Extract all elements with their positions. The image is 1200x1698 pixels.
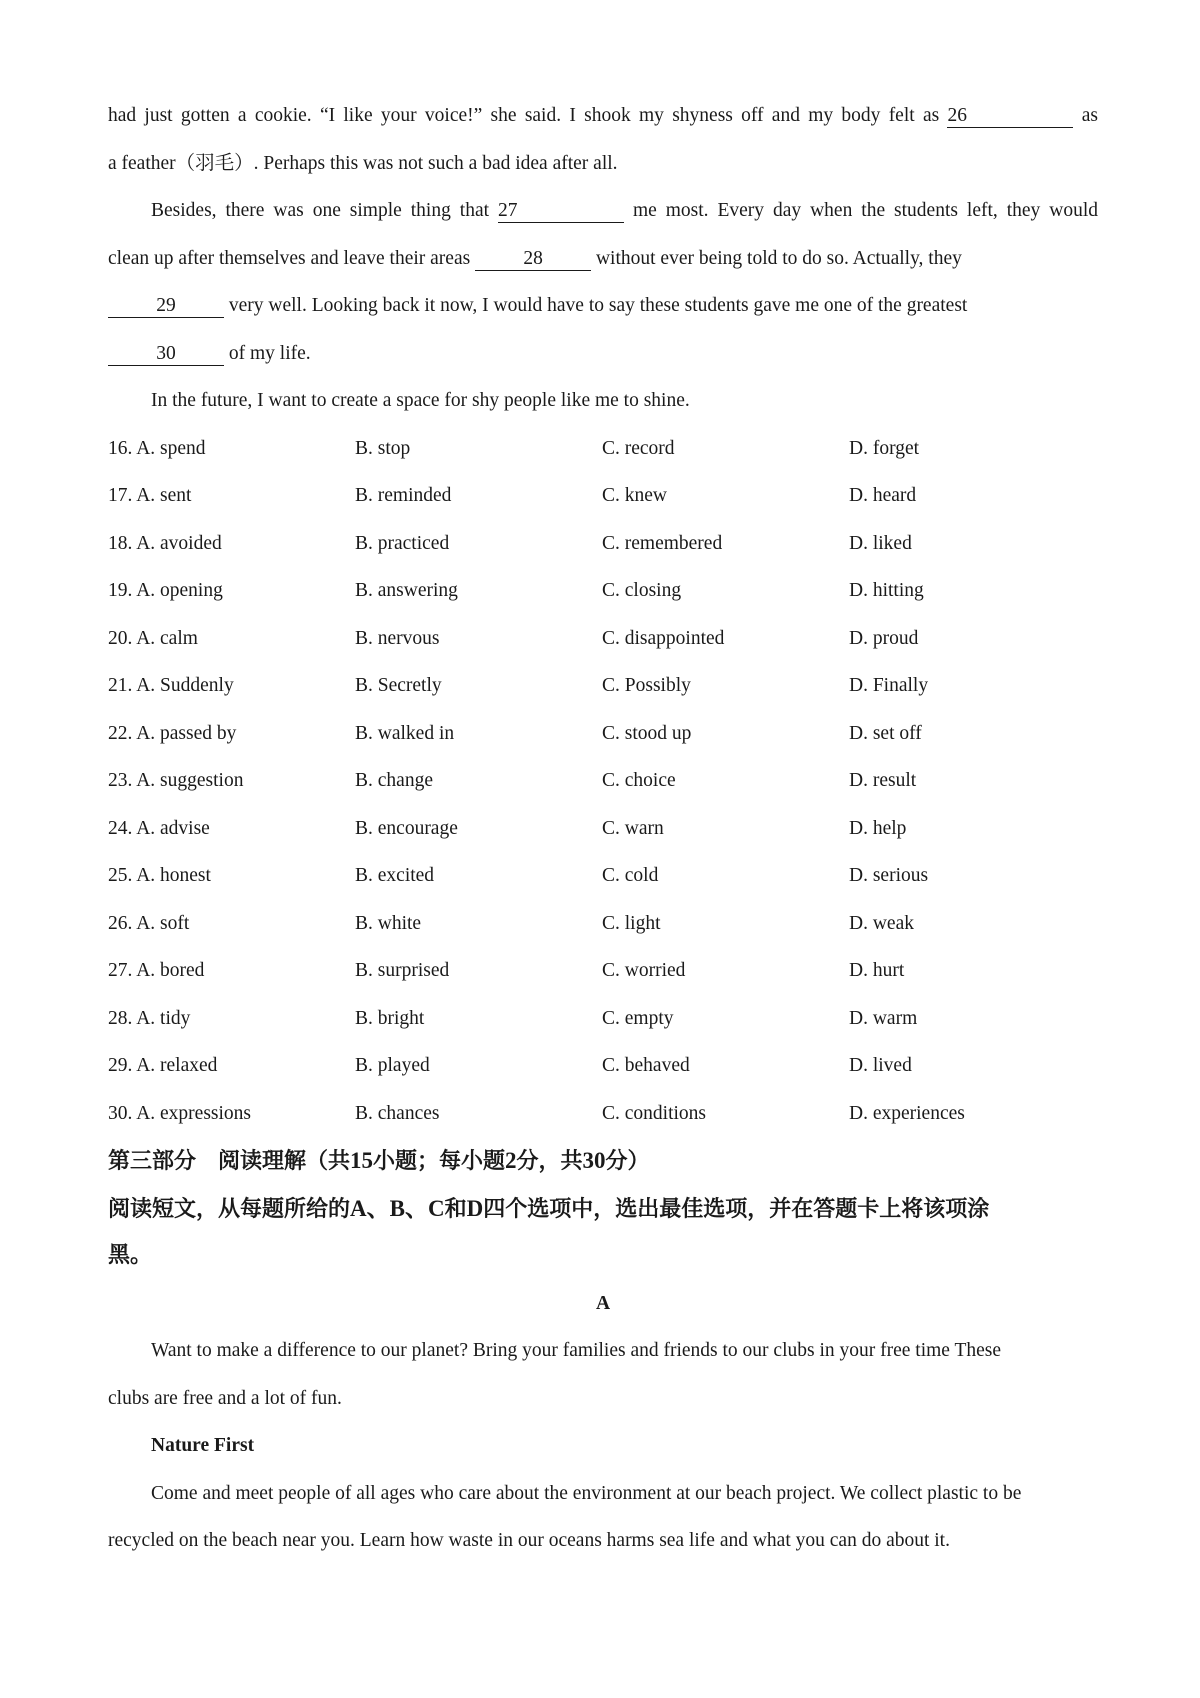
option-d: D. liked	[849, 532, 912, 554]
section-title-number: 30	[582, 1148, 606, 1173]
option-row	[108, 1090, 1098, 1138]
question-number: 19.	[108, 580, 133, 601]
question-number: 22.	[108, 722, 133, 744]
option-d: D. proud	[849, 627, 919, 649]
option-cell	[108, 1042, 355, 1090]
option-c: C. warn	[602, 817, 664, 839]
option-cell	[108, 472, 355, 520]
option-c: C. behaved	[602, 1055, 690, 1076]
option-cell	[602, 852, 849, 900]
option-cell	[849, 662, 1096, 710]
section-title-number: 15	[350, 1148, 374, 1173]
option-cell	[849, 947, 1096, 995]
option-cell	[108, 520, 355, 568]
option-cell	[602, 710, 849, 758]
option-row	[108, 425, 1098, 473]
option-cell	[849, 995, 1096, 1043]
option-a: A. spend	[136, 437, 206, 459]
option-d: D. result	[849, 770, 917, 791]
option-c: C. Possibly	[602, 675, 691, 696]
club-text-1: Come and meet people of all ages who care about the environment at our beach project. We collect plastic to be	[151, 1482, 1022, 1504]
option-row	[108, 520, 1098, 568]
option-cell	[108, 710, 355, 758]
option-d: D. warm	[849, 1007, 918, 1029]
option-cell	[602, 615, 849, 663]
option-d: D. hurt	[849, 960, 905, 981]
exam-page	[108, 92, 1098, 1565]
option-cell	[355, 1042, 602, 1090]
option-cell	[849, 520, 1096, 568]
option-a: A. relaxed	[136, 1055, 218, 1076]
question-number: 29.	[108, 1055, 133, 1076]
option-c: C. light	[602, 912, 661, 934]
option-a: A. Suddenly	[136, 675, 234, 696]
option-d: D. Finally	[849, 675, 929, 696]
option-cell	[355, 805, 602, 853]
option-a: A. avoided	[136, 532, 222, 554]
option-b: B. practiced	[355, 532, 450, 554]
reading-a-heading: A	[595, 1292, 611, 1314]
question-number: 21.	[108, 675, 133, 696]
question-number: 20.	[108, 627, 133, 649]
option-cell	[108, 995, 355, 1043]
section-title-number: 2	[505, 1148, 517, 1173]
instruction-text: 四个选项中，选出最佳选项，并在答题卡上将该项涂	[483, 1196, 990, 1222]
question-number: 26.	[108, 912, 133, 934]
option-cell	[849, 472, 1096, 520]
option-c: C. choice	[602, 770, 676, 791]
option-cell	[355, 472, 602, 520]
option-cell	[602, 757, 849, 805]
option-b: B. bright	[355, 1007, 425, 1029]
option-cell	[849, 567, 1096, 615]
option-cell	[602, 805, 849, 853]
option-cell	[849, 1042, 1096, 1090]
option-b: B. chances	[355, 1102, 440, 1124]
option-cell	[602, 1042, 849, 1090]
option-cell	[849, 425, 1096, 473]
passage-line-2: a feather（羽毛）. Perhaps this was not such a bad idea after all.	[108, 152, 618, 174]
option-cell	[602, 472, 849, 520]
option-row	[108, 567, 1098, 615]
blank-29: 29	[108, 295, 224, 318]
option-cell	[355, 662, 602, 710]
option-row	[108, 615, 1098, 663]
option-d: D. hitting	[849, 580, 924, 601]
option-cell	[108, 805, 355, 853]
option-cell	[849, 710, 1096, 758]
question-number: 17.	[108, 485, 133, 506]
option-cell	[108, 852, 355, 900]
option-b: B. Secretly	[355, 675, 442, 696]
option-row	[108, 947, 1098, 995]
option-cell	[108, 947, 355, 995]
option-cell	[355, 1090, 602, 1138]
question-number: 24.	[108, 817, 133, 839]
reading-a-intro-1: Want to make a difference to our planet? Bring your families and friends to our clubs in your free time These	[151, 1340, 1002, 1361]
blank-26: 26	[947, 105, 1073, 128]
option-b: B. nervous	[355, 627, 440, 649]
option-cell	[849, 615, 1096, 663]
option-b: B. surprised	[355, 960, 450, 981]
passage-line-4	[108, 235, 1098, 283]
option-cell	[849, 757, 1096, 805]
blank-27: 27	[498, 200, 624, 223]
option-cell	[602, 947, 849, 995]
option-c: C. empty	[602, 1007, 674, 1029]
option-cell	[355, 425, 602, 473]
option-cell	[108, 1090, 355, 1138]
option-c: C. record	[602, 437, 675, 459]
option-c: C. stood up	[602, 722, 692, 744]
option-row	[108, 662, 1098, 710]
passage-text: without ever being told to do so. Actually, they	[595, 247, 962, 269]
section-3-title	[108, 1137, 1098, 1185]
passage-line-6	[108, 330, 1098, 378]
passage-text: of my life.	[228, 342, 311, 364]
option-b: B. played	[355, 1055, 430, 1076]
passage-text: me most. Every day when the students left, they would	[632, 200, 1099, 221]
club-title: Nature First	[151, 1435, 255, 1456]
passage-line-3	[108, 187, 1098, 235]
passage-line-5	[108, 282, 1098, 330]
option-b: B. stop	[355, 437, 411, 459]
section-title-text: 分）	[605, 1149, 650, 1174]
question-number: 27.	[108, 960, 133, 981]
option-cell	[355, 995, 602, 1043]
option-a: A. tidy	[136, 1007, 191, 1029]
option-cell	[602, 1090, 849, 1138]
option-cell	[355, 567, 602, 615]
club-text-2: recycled on the beach near you. Learn how waste in our oceans harms sea life and what you can do about it.	[108, 1530, 950, 1551]
option-a: A. opening	[136, 580, 223, 601]
option-row	[108, 995, 1098, 1043]
section-title-text: 第三部分 阅读理解（共	[108, 1149, 351, 1174]
option-cell	[602, 520, 849, 568]
option-a: A. calm	[136, 627, 198, 649]
option-a: A. advise	[136, 817, 210, 839]
instruction-text: 和	[444, 1196, 467, 1222]
option-cell	[108, 900, 355, 948]
option-b: B. white	[355, 912, 422, 934]
option-cell	[355, 615, 602, 663]
option-cell	[355, 710, 602, 758]
option-a: A. expressions	[136, 1102, 252, 1124]
option-row	[108, 472, 1098, 520]
passage-text: as	[1081, 105, 1099, 126]
option-cell	[602, 900, 849, 948]
question-number: 16.	[108, 437, 133, 459]
option-cell	[355, 757, 602, 805]
option-b: B. reminded	[355, 485, 452, 506]
option-a: A. soft	[136, 912, 190, 934]
option-cell	[355, 852, 602, 900]
option-c: C. worried	[602, 960, 686, 981]
section-title-text: 小题；每小题	[373, 1149, 506, 1174]
option-a: A. suggestion	[136, 770, 244, 791]
option-d: D. set off	[849, 722, 922, 744]
option-row	[108, 1042, 1098, 1090]
option-row	[108, 900, 1098, 948]
section-3-instruction	[108, 1185, 1098, 1233]
passage-text: clean up after themselves and leave their areas	[108, 247, 471, 269]
option-d: D. heard	[849, 485, 917, 506]
question-number: 23.	[108, 770, 133, 791]
option-cell	[108, 567, 355, 615]
option-cell	[602, 662, 849, 710]
option-cell	[849, 900, 1096, 948]
option-row	[108, 852, 1098, 900]
option-b: B. walked in	[355, 722, 455, 744]
option-cell	[108, 662, 355, 710]
option-d: D. serious	[849, 865, 929, 886]
option-d: D. lived	[849, 1055, 912, 1076]
option-cell	[849, 805, 1096, 853]
option-row	[108, 757, 1098, 805]
option-a: A. sent	[136, 485, 192, 506]
passage-text: Besides, there was one simple thing that	[151, 200, 490, 221]
option-c: C. knew	[602, 485, 667, 506]
passage-text: very well. Looking back it now, I would have to say these students gave me one of the greatest	[228, 295, 968, 316]
option-a: A. bored	[136, 960, 205, 981]
option-c: C. closing	[602, 580, 682, 601]
option-c: C. remembered	[602, 532, 723, 554]
option-row	[108, 805, 1098, 853]
option-b: B. change	[355, 770, 433, 791]
option-a: A. honest	[136, 865, 211, 886]
question-number: 30.	[108, 1102, 133, 1124]
option-b: B. encourage	[355, 817, 458, 839]
question-number: 18.	[108, 532, 133, 554]
instruction-letters: A、B、C	[350, 1195, 445, 1221]
option-cell	[108, 757, 355, 805]
option-d: D. help	[849, 817, 907, 839]
option-c: C. disappointed	[602, 627, 725, 649]
section-3-instruction-end: 黑。	[108, 1243, 153, 1268]
question-number: 25.	[108, 865, 133, 886]
option-cell	[849, 852, 1096, 900]
option-d: D. weak	[849, 912, 914, 934]
option-cell	[602, 425, 849, 473]
options-list	[108, 425, 1098, 1138]
option-b: B. answering	[355, 580, 458, 601]
option-row	[108, 710, 1098, 758]
blank-28: 28	[475, 248, 591, 271]
option-cell	[108, 615, 355, 663]
section-title-text: 分，共	[516, 1149, 583, 1174]
blank-30: 30	[108, 343, 224, 366]
passage-line-7: In the future, I want to create a space for shy people like me to shine.	[151, 390, 690, 411]
option-cell	[602, 995, 849, 1043]
option-b: B. excited	[355, 865, 435, 886]
option-cell	[602, 567, 849, 615]
reading-a-intro-2: clubs are free and a lot of fun.	[108, 1387, 342, 1409]
option-a: A. passed by	[136, 722, 237, 744]
option-cell	[108, 425, 355, 473]
instruction-text: 阅读短文，从每题所给的	[108, 1196, 351, 1222]
option-cell	[355, 900, 602, 948]
option-c: C. cold	[602, 865, 659, 886]
question-number: 28.	[108, 1007, 133, 1029]
option-d: D. forget	[849, 437, 920, 459]
instruction-letters: D	[466, 1195, 484, 1221]
option-c: C. conditions	[602, 1102, 707, 1124]
passage-text: had just gotten a cookie. “I like your voice!” she said. I shook my shyness off and my body felt as	[108, 105, 940, 126]
option-cell	[355, 947, 602, 995]
option-cell	[355, 520, 602, 568]
passage-line-1	[108, 92, 1098, 140]
option-cell	[849, 1090, 1096, 1138]
option-d: D. experiences	[849, 1102, 965, 1124]
